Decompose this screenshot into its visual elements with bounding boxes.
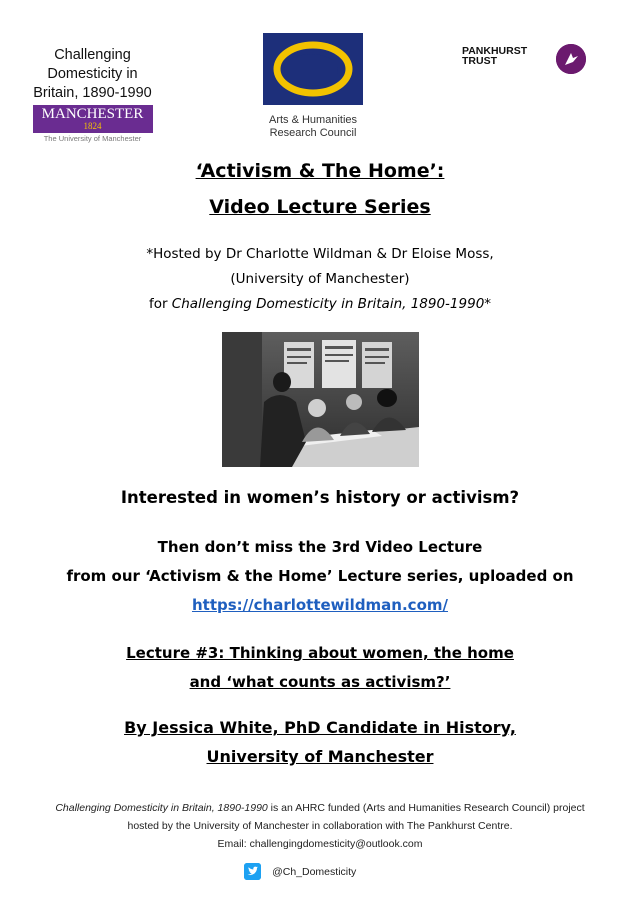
pankhurst-trust-logo — [462, 44, 592, 80]
website-link-row — [0, 596, 640, 614]
challenging-domesticity-logo — [30, 46, 155, 143]
footer-project-name: Challenging Domesticity in Britain, 1890-1990 — [55, 802, 268, 814]
website-link[interactable]: https://charlottewildman.com/ — [191, 596, 448, 614]
speaker-line-2: University of Manchester — [206, 747, 434, 766]
footer-line-2: hosted by the University of Manchester in collaboration with The Pankhurst Centre. — [127, 820, 513, 832]
footer-description: is an AHRC funded (Arts and Humanities Research Council) project — [267, 802, 585, 814]
body-line-1: Then don’t miss the 3rd Video Lecture — [157, 538, 483, 556]
lecture-line-2: and ‘what counts as activism?’ — [189, 673, 451, 691]
project-name: Challenging Domesticity in Britain, 1890-1990 — [171, 296, 485, 312]
logo-text-line: Challenging — [54, 47, 131, 63]
footer-line-1 — [0, 802, 640, 814]
manchester-wordmark: MANCHESTER — [41, 106, 144, 122]
twitter-handle[interactable]: @Ch_Domesticity — [272, 865, 357, 878]
logo-text-line: Domesticity in — [47, 66, 138, 82]
university-name: The University of Manchester — [43, 134, 142, 143]
logo-text-line: Britain, 1890-1990 — [33, 85, 152, 101]
speaker-line-1: By Jessica White, PhD Candidate in History, — [124, 718, 516, 737]
question-heading: Interested in women’s history or activism? — [120, 488, 520, 507]
ahrc-line: Research Council — [269, 127, 357, 139]
title-line-2: Video Lecture Series — [209, 196, 431, 218]
archival-photo — [222, 332, 419, 467]
title-line-1: ‘Activism & The Home’: — [195, 160, 445, 182]
footer-email: Email: challengingdomesticity@outlook.com — [217, 838, 423, 850]
hosted-line-2: (University of Manchester) — [230, 271, 410, 287]
pankhurst-line: TRUST — [462, 55, 497, 67]
hosted-asterisk: * — [484, 296, 492, 312]
twitter-handle-row[interactable] — [244, 861, 356, 879]
pankhurst-line: PANKHURST — [462, 45, 528, 57]
pankhurst-emblem-icon — [556, 44, 586, 74]
twitter-icon — [244, 863, 261, 880]
body-line-2: from our ‘Activism & the Home’ Lecture series, uploaded on — [66, 567, 574, 585]
hosted-line-3 — [0, 296, 640, 312]
ahrc-line: Arts & Humanities — [268, 114, 358, 126]
ahrc-logo — [253, 33, 373, 140]
manchester-year: 1824 — [83, 121, 102, 131]
hosted-line-1: *Hosted by Dr Charlotte Wildman & Dr Eloise Moss, — [146, 246, 494, 262]
manchester-logo — [33, 105, 153, 133]
lecture-line-1: Lecture #3: Thinking about women, the home — [126, 644, 514, 662]
hosted-for: for — [148, 296, 172, 312]
ahrc-emblem-icon — [263, 33, 363, 105]
